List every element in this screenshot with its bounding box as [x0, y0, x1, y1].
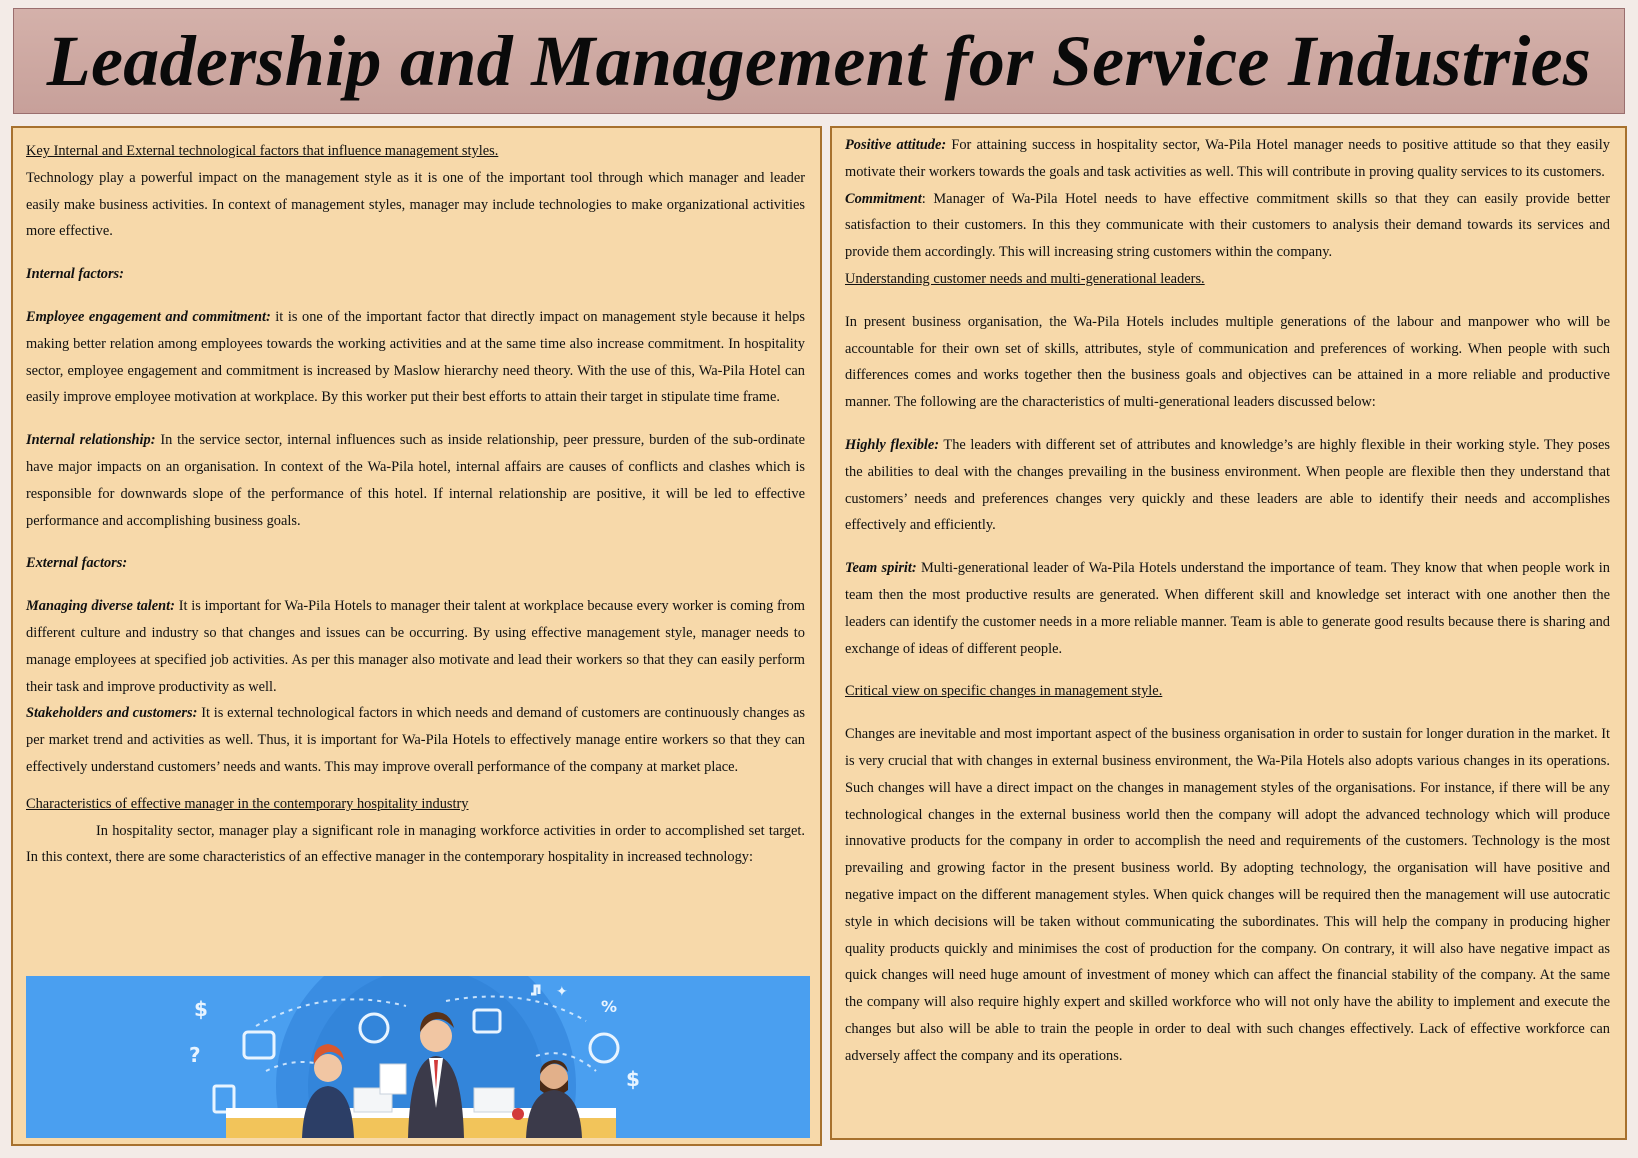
- section-heading-customer-needs: Understanding customer needs and multi-generational leaders.: [845, 270, 1205, 287]
- commitment-paragraph: [845, 186, 1610, 266]
- commitment-text: : Manager of Wa-Pila Hotel needs to have effective commitment skills so that they can easily provide better satisfaction to their customers. In this they communicate with their customers to analysis their demand towards its services and provide them accordingly. This will increasing string customers within the company.: [845, 190, 1610, 261]
- highly-flexible-paragraph: [845, 432, 1610, 539]
- internal-relationship-lead: Internal relationship:: [26, 432, 156, 449]
- characteristics-paragraph: In hospitality sector, manager play a significant role in managing workforce activities in order to accomplished set target. In this context, there are some characteristics of an effective manager in the contemporary hospitality in increased technology:: [26, 822, 805, 866]
- team-spirit-paragraph: [845, 555, 1610, 662]
- diverse-talent-paragraph: [26, 593, 805, 700]
- illustration-graphic: [26, 976, 810, 1138]
- svg-text:$: $: [626, 1067, 640, 1091]
- svg-text:%: %: [601, 997, 618, 1016]
- title-banner: [13, 8, 1625, 114]
- changes-paragraph: Changes are inevitable and most important aspect of the business organisation in order to sustain for longer duration in the market. It is very crucial that with changes in external business environment, the Wa-Pila Hotels also adopts various changes in its operations. Such changes will have a direct impact on the changes in management styles of the organisations. For instance, if there will be any technological changes in the external business world then the company will adopt the advanced technology which will produce innovative products for the company in order to accomplish the need and requirements of the customers. Technology is the most prevailing and growing factor in the present business world. By adopting technology, the organisation will have positive and negative impact on the different management styles. When quick changes will be required then the management will use autocratic style in which decisions will be taken without communicating the subordinates. This will help the company in producing higher quality products quickly and minimises the cost of production for the company. On contrary, it will also have negative impact as quick changes will need huge amount of investment of money which can affect the financial stability of the company. At the same the company will also require highly expert and skilled workforce who will not only have the ability to implement and execute the changes but also will be able to train the people in order to deal with such changes effectively. Lack of effective workforce can adversely affect the company and its operations.: [845, 726, 1610, 1064]
- page-title: Leadership and Management for Service Industries: [46, 20, 1592, 101]
- section-heading-tech-factors: Key Internal and External technological factors that influence management styles.: [26, 143, 499, 159]
- employee-engagement-paragraph: [26, 304, 805, 411]
- svg-text:✦: ✦: [556, 984, 568, 1000]
- positive-attitude-text: For attaining success in hospitality sector, Wa-Pila Hotel manager needs to positive attitude so that they easily motivate their workers towards the goals and task activities as well. This will contribute in proving quality services to its customers.: [845, 137, 1610, 180]
- highly-flexible-text: The leaders with different set of attributes and knowledge’s are highly flexible in their working style. They poses the abilities to deal with the changes prevailing in the business environment. When people are flexible then they understand that customers’ needs and preferences changes very quickly and these leaders are able to identify their needs and accomplishes effectively and efficiently.: [845, 436, 1610, 534]
- positive-attitude-lead: Positive attitude:: [845, 137, 947, 153]
- svg-text:?: ?: [189, 1043, 201, 1067]
- stakeholders-text: It is external technological factors in which needs and demand of customers are continuously changes as per market trend and activities as well. Thus, it is important for Wa-Pila Hotels to effectively manage entire workers so that they can effectively understand customers’ needs and wants. This may improve overall performance of the company at market place.: [26, 705, 806, 775]
- diverse-talent-text: It is important for Wa-Pila Hotels to manager their talent at workplace because every worker is coming from different culture and industry so that changes and issues can be occurring. By using effective management style, manager needs to manage employees at specified job activities. As per this manager also motivate and lead their workers so that they can easily perform their task and improve productivity as well.: [26, 598, 805, 695]
- employee-engagement-text: it is one of the important factor that directly impact on management style because it helps making better relation among employees towards the working activities and at the same time also increase commitment. In hospitality sector, employee engagement and commitment is increased by Maslow hierarchy need theory. With the use of this, Wa-Pila Hotel can easily improve employee motivation at workplace. By this worker put their best efforts to attain their target in stipulate time frame.: [26, 308, 805, 406]
- highly-flexible-lead: Highly flexible:: [845, 436, 940, 453]
- svg-text:$: $: [194, 997, 208, 1021]
- stakeholders-lead: Stakeholders and customers:: [26, 705, 198, 722]
- section-heading-critical-view: Critical view on specific changes in management style.: [845, 683, 1163, 700]
- internal-relationship-text: In the service sector, internal influences such as inside relationship, peer pressure, burden of the sub-ordinate have major impacts on an organisation. In context of the Wa-Pila hotel, internal affairs are causes of conflicts and clashes which is responsible for downwards slope of the performance of this hotel. If internal relationship are positive, it will be led to effective performance and accomplishing business goals.: [26, 432, 805, 529]
- left-column: [11, 126, 822, 1146]
- multi-generational-paragraph: In present business organisation, the Wa-Pila Hotels includes multiple generations of the labour and manpower who will be accountable for their own set of skills, attributes, style of communication and preferences of working. When people with such differences comes and works together then the business goals and objectives can be attained in a more reliable and productive manner. The following are the characteristics of multi-generational leaders discussed below:: [845, 313, 1610, 411]
- stakeholders-paragraph: [26, 700, 805, 780]
- positive-attitude-paragraph: [845, 132, 1610, 186]
- internal-relationship-paragraph: [26, 427, 805, 534]
- team-spirit-lead: Team spirit:: [845, 560, 917, 577]
- team-spirit-text: Multi-generational leader of Wa-Pila Hotels understand the importance of team. They know that when people work in team then the most productive results are generated. When different skill and knowledge set interact with one another then the leaders can identify the customer needs in a more reliable manner. Team is able to generate good results because there is sharing and exchange of ideas of different people.: [845, 560, 1610, 657]
- employee-engagement-lead: Employee engagement and commitment:: [26, 308, 271, 325]
- team-technology-illustration: [26, 976, 810, 1138]
- internal-factors-title: Internal factors:: [26, 266, 124, 283]
- commitment-lead: Commitment: [845, 190, 922, 207]
- external-factors-title: External factors:: [26, 555, 128, 572]
- intro-paragraph: Technology play a powerful impact on the management style as it is one of the important tool through which manager and leader easily make business activities. In context of management styles, manager may include technologies to make organizational activities more effective.: [26, 169, 805, 240]
- diverse-talent-lead: Managing diverse talent:: [26, 598, 175, 615]
- section-heading-characteristics: Characteristics of effective manager in the contemporary hospitality industry: [26, 795, 469, 812]
- right-column: [830, 126, 1627, 1140]
